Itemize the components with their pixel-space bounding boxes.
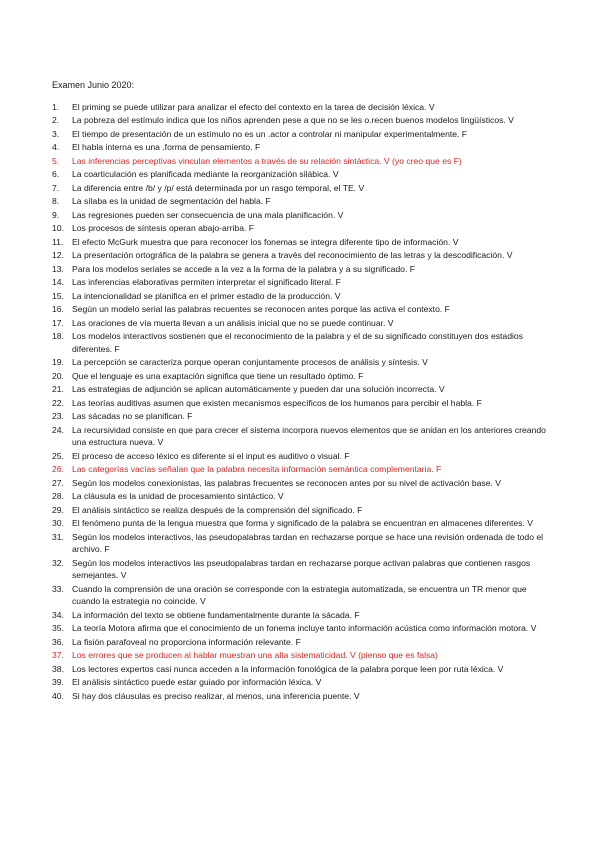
question-number: 26. — [52, 464, 64, 475]
question-item — [52, 317, 550, 330]
question-item — [52, 622, 550, 635]
question-item — [52, 517, 550, 530]
question-text: Las estrategias de adjunción se aplican automáticamente y pueden dar una solución incorrecta. V — [72, 384, 445, 395]
question-text: La presentación ortográfica de la palabra se genera a través del reconocimiento de las letras y la descodificación. V — [72, 250, 513, 261]
question-text: El proceso de acceso léxico es diferente si el input es auditivo o visual. F — [72, 450, 350, 461]
question-number: 13. — [52, 263, 64, 274]
question-item — [52, 531, 550, 556]
question-text: Las categorías vacías señalan que la palabra necesita información semántica complementaria. F — [72, 464, 442, 475]
question-text: Según los modelos conexionistas, las palabras frecuentes se reconocen antes por su nivel de activación base. V — [72, 477, 501, 488]
question-text: Las regresiones pueden ser consecuencia de una mala planificación. V — [72, 209, 344, 220]
question-number: 5. — [52, 155, 60, 166]
question-item — [52, 209, 550, 222]
question-text: La sílaba es la unidad de segmentación del habla. F — [72, 196, 271, 207]
question-text: Si hay dos cláusulas es preciso realizar, al menos, una inferencia puente. V — [72, 690, 360, 701]
question-item — [52, 410, 550, 423]
question-text: La diferencia entre /b/ y /p/ está determinada por un rasgo temporal, el TE. V — [72, 182, 365, 193]
question-item — [52, 676, 550, 689]
question-number: 38. — [52, 663, 64, 674]
question-item — [52, 249, 550, 262]
question-text: Para los modelos seriales se accede a la vez a la forma de la palabra y a su significado. F — [72, 263, 415, 274]
question-item — [52, 128, 550, 141]
question-text: Las sácadas no se planifican. F — [72, 411, 193, 422]
question-item — [52, 182, 550, 195]
question-item — [52, 504, 550, 517]
question-text: El fenómeno punta de la lengua muestra que forma y significado de la palabra se encuentran en almacenes diferentes. V — [72, 518, 534, 529]
question-text: El efecto McGurk muestra que para reconocer los fonemas se integra diferente tipo de información. V — [72, 236, 459, 247]
question-text: Las oraciones de vía muerta llevan a un análisis inicial que no se puede continuar. V — [72, 317, 394, 328]
question-item — [52, 195, 550, 208]
question-text: La cláusula es la unidad de procesamiento sintáctico. V — [72, 491, 284, 502]
question-number: 2. — [52, 115, 60, 126]
question-text: La información del texto se obtiene fundamentalmente durante la sácada. F — [72, 609, 360, 620]
question-number: 27. — [52, 477, 64, 488]
question-text: Las teorías auditivas asumen que existen mecanismos específicos de los humanos para percibir el habla. F — [72, 397, 482, 408]
question-text: El priming se puede utilizar para analizar el efecto del contexto en la tarea de decisión léxica. V — [72, 102, 435, 112]
question-item — [52, 450, 550, 463]
question-number: 23. — [52, 411, 64, 422]
question-text: El tiempo de presentación de un estímulo no es un .actor a controlar ni manipular experimentalmente. F — [72, 128, 468, 139]
question-item — [52, 463, 550, 476]
question-number: 22. — [52, 397, 64, 408]
question-item — [52, 155, 550, 168]
question-text: La intencionalidad se planifica en el primer estadio de la producción. V — [72, 290, 341, 301]
question-item — [52, 303, 550, 316]
question-number: 37. — [52, 650, 64, 661]
question-number: 21. — [52, 384, 64, 395]
question-text: Las inferencias elaborativas permiten interpretar el significado literal. F — [72, 277, 341, 288]
question-number: 31. — [52, 531, 64, 542]
question-number: 3. — [52, 128, 60, 139]
question-number: 20. — [52, 370, 64, 381]
question-item — [52, 636, 550, 649]
question-number: 7. — [52, 182, 60, 193]
question-number: 32. — [52, 557, 64, 568]
question-number: 11. — [52, 236, 64, 247]
question-item — [52, 222, 550, 235]
question-number: 16. — [52, 304, 64, 315]
question-number: 12. — [52, 250, 64, 261]
question-item — [52, 424, 550, 449]
question-item — [52, 276, 550, 289]
question-number: 18. — [52, 331, 64, 342]
question-item — [52, 263, 550, 276]
question-item — [52, 649, 550, 662]
question-text: Los errores que se producen al hablar muestran una alta sistematicidad. V (pienso que es falsa) — [72, 650, 438, 661]
question-number: 9. — [52, 209, 60, 220]
question-number: 24. — [52, 424, 64, 435]
question-number: 10. — [52, 223, 64, 234]
question-number: 34. — [52, 609, 64, 620]
question-item — [52, 356, 550, 369]
question-text: Los lectores expertos casi nunca acceden a la información fonológica de la palabra porque leen por ruta léxica. V — [72, 663, 504, 674]
question-item — [52, 290, 550, 303]
question-text: Según los modelos interactivos, las pseudopalabras tardan en rechazarse porque se hace una revisión ordenada de todo el archivo. F — [72, 531, 544, 555]
question-number: 19. — [52, 357, 64, 368]
question-text: Las inferencias perceptivas vinculan elementos a través de su relación sintáctica. V (yo creo que es F) — [72, 155, 462, 166]
question-text: La coarticulación es planificada mediante la reorganización silábica. V — [72, 169, 339, 180]
question-number: 30. — [52, 518, 64, 529]
question-text: La teoría Motora afirma que el conocimiento de un fonema incluye tanto información acústica como información motora. V — [72, 623, 537, 634]
question-item — [52, 477, 550, 490]
question-text: El habla interna es una .forma de pensamiento. F — [72, 142, 261, 153]
question-text: El análisis sintáctico se realiza después de la comprensión del significado. F — [72, 504, 363, 515]
question-item — [52, 101, 550, 114]
question-text: La percepción se caracteriza porque operan conjuntamente procesos de análisis y síntesis. V — [72, 357, 428, 368]
question-item — [52, 690, 550, 703]
question-number: 4. — [52, 142, 60, 153]
question-number: 17. — [52, 317, 64, 328]
question-number: 35. — [52, 623, 64, 634]
question-item — [52, 383, 550, 396]
question-item — [52, 583, 550, 608]
question-item — [52, 330, 550, 355]
question-text: Según los modelos interactivos las pseudopalabras tardan en rechazarse porque activan palabras que contienen rasgos semejantes. V — [72, 557, 531, 581]
question-number: 28. — [52, 491, 64, 502]
question-item — [52, 557, 550, 582]
question-item — [52, 490, 550, 503]
question-item — [52, 609, 550, 622]
document-title: Examen Junio 2020: — [52, 80, 135, 90]
question-text: La recursividad consiste en que para crecer el sistema incorpora nuevos elementos que se anidan en los anteriores creando una estructura nueva. V — [72, 424, 546, 448]
question-number: 39. — [52, 677, 64, 688]
question-number: 25. — [52, 450, 64, 461]
question-item — [52, 141, 550, 154]
question-number: 36. — [52, 636, 64, 647]
question-text: Los modelos interactivos sostienen que el reconocimiento de la palabra y el de su significado constituyen dos estadios diferentes. F — [72, 331, 523, 354]
question-text: Cuando la comprensión de una oración se corresponde con la estrategia automatizada, se encuentra un TR menor que cuando la estrategia no coincide. V — [72, 583, 527, 607]
question-number: 14. — [52, 277, 64, 288]
question-item — [52, 114, 550, 127]
question-text: Los procesos de síntesis operan abajo-arriba. F — [72, 223, 255, 234]
question-item — [52, 397, 550, 410]
question-number: 15. — [52, 290, 64, 301]
question-item — [52, 370, 550, 383]
question-item — [52, 663, 550, 676]
question-text: La fisión parafoveal no proporciona información relevante. F — [72, 636, 301, 647]
question-text: El análisis sintáctico puede estar guiado por información léxica. V — [72, 677, 322, 688]
question-number: 29. — [52, 504, 64, 515]
question-number: 6. — [52, 169, 60, 180]
question-text: Según un modelo serial las palabras recuentes se reconocen antes porque las activa el contexto. F — [72, 304, 450, 315]
question-item — [52, 236, 550, 249]
question-number: 33. — [52, 583, 64, 594]
question-text: La pobreza del estímulo indica que los niños aprenden pese a que no se les o.recen buenos modelos lingüísticos. V — [72, 115, 514, 126]
question-number: 1. — [52, 102, 60, 112]
question-number: 40. — [52, 690, 64, 701]
question-text: Que el lenguaje es una exaptación significa que tiene un resultado óptimo. F — [72, 370, 364, 381]
question-item — [52, 168, 550, 181]
question-number: 8. — [52, 196, 60, 207]
question-list — [52, 101, 550, 703]
